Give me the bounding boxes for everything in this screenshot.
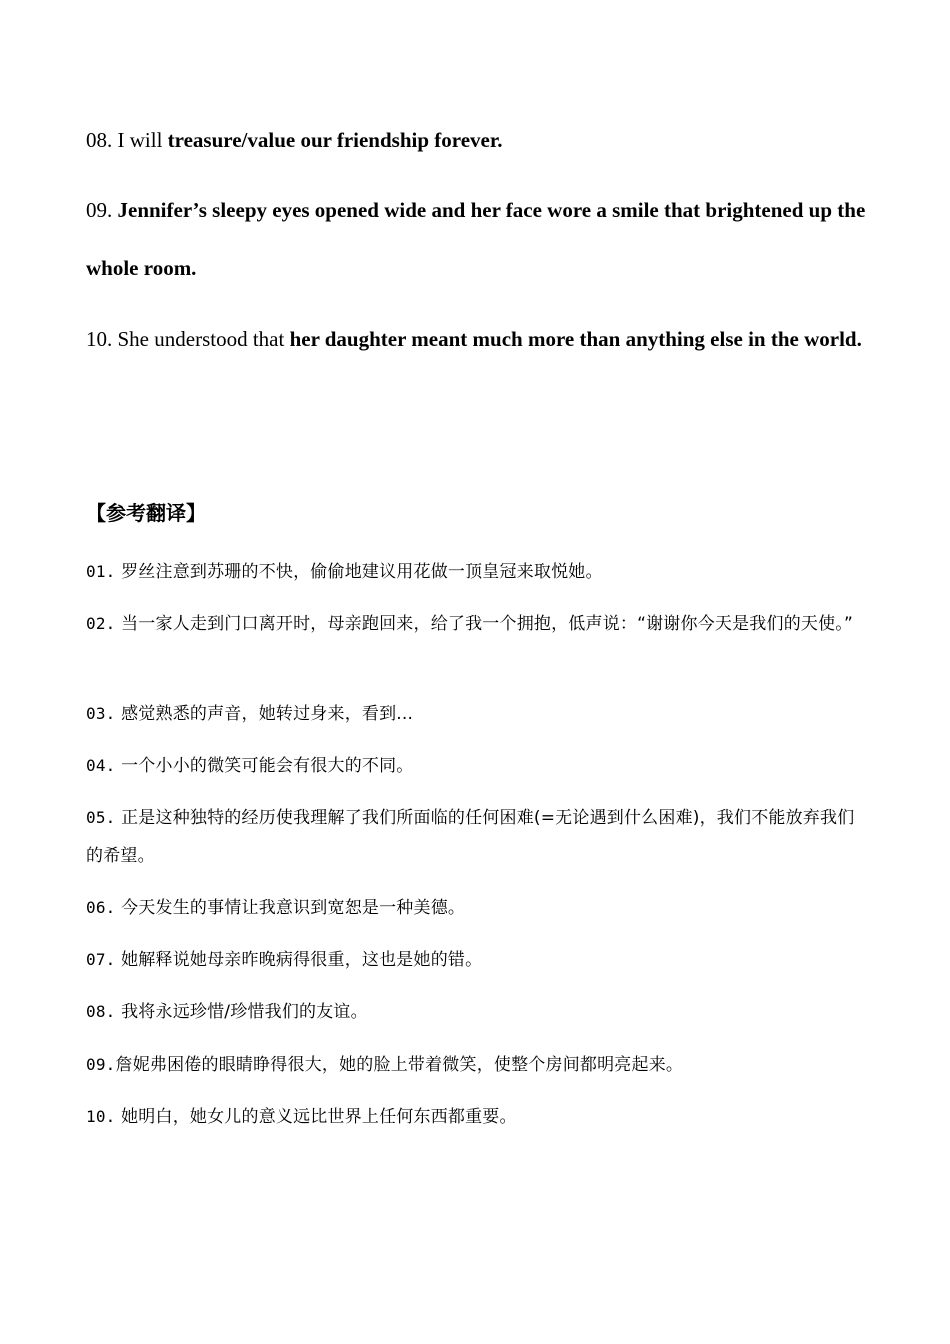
translation-text: 今天发生的事情让我意识到宽恕是一种美德。 xyxy=(115,898,466,918)
translation-text: 一个小小的微笑可能会有很大的不同。 xyxy=(115,756,414,776)
translation-heading: 【参考翻译】 xyxy=(86,501,206,525)
translation-number: 02. xyxy=(86,614,116,633)
translation-text: 她明白，她女儿的意义远比世界上任何东西都重要。 xyxy=(115,1107,517,1127)
translation-number: 09. xyxy=(86,1055,116,1074)
translation-08 xyxy=(86,993,868,1031)
sentence-bold-text: treasure/value our friendship forever. xyxy=(167,128,503,152)
translation-02 xyxy=(86,605,868,643)
translation-number: 05. xyxy=(86,808,116,827)
translation-text: 正是这种独特的经历使我理解了我们所面临的任何困难(=无论遇到什么困难)，我们不能放弃我们的希望。 xyxy=(86,808,855,866)
translation-number: 04. xyxy=(86,756,116,775)
translation-04 xyxy=(86,747,868,785)
translation-number: 01. xyxy=(86,562,116,581)
translation-09 xyxy=(86,1046,868,1084)
translation-05 xyxy=(86,799,868,875)
translation-text: 当一家人走到门口离开时，母亲跑回来，给了我一个拥抱，低声说：“谢谢你今天是我们的天使。” xyxy=(115,614,854,634)
translation-text: 她解释说她母亲昨晚病得很重，这也是她的错。 xyxy=(115,950,483,970)
sentence-bold-text: Jennifer’s sleepy eyes opened wide and her face wore a smile that brightened up the whole room. xyxy=(86,198,866,280)
translation-text: 罗丝注意到苏珊的不快，偷偷地建议用花做一顶皇冠来取悦她。 xyxy=(115,562,603,582)
translation-number: 08. xyxy=(86,1002,116,1021)
translation-text: 我将永远珍惜/珍惜我们的友谊。 xyxy=(115,1002,368,1022)
sentence-plain-text: She understood that xyxy=(112,327,290,351)
translation-text: 詹妮弗困倦的眼睛睁得很大，她的脸上带着微笑，使整个房间都明亮起来。 xyxy=(115,1055,684,1075)
translation-text: 感觉熟悉的声音，她转过身来，看到... xyxy=(115,704,414,724)
translation-number: 10. xyxy=(86,1107,116,1126)
sentence-08 xyxy=(86,111,876,169)
sentence-number: 09. xyxy=(86,198,113,222)
translation-10 xyxy=(86,1098,868,1136)
sentence-number: 08. xyxy=(86,128,113,152)
translation-06 xyxy=(86,889,868,927)
translation-01 xyxy=(86,553,868,591)
translation-03 xyxy=(86,695,868,733)
sentence-10 xyxy=(86,310,876,368)
translation-07 xyxy=(86,941,868,979)
translation-number: 07. xyxy=(86,950,116,969)
sentence-bold-text: her daughter meant much more than anything else in the world. xyxy=(289,327,862,351)
sentence-09 xyxy=(86,181,876,297)
translation-number: 06. xyxy=(86,898,116,917)
sentence-number: 10. xyxy=(86,327,113,351)
sentence-plain-text: I will xyxy=(112,128,168,152)
translation-number: 03. xyxy=(86,704,116,723)
